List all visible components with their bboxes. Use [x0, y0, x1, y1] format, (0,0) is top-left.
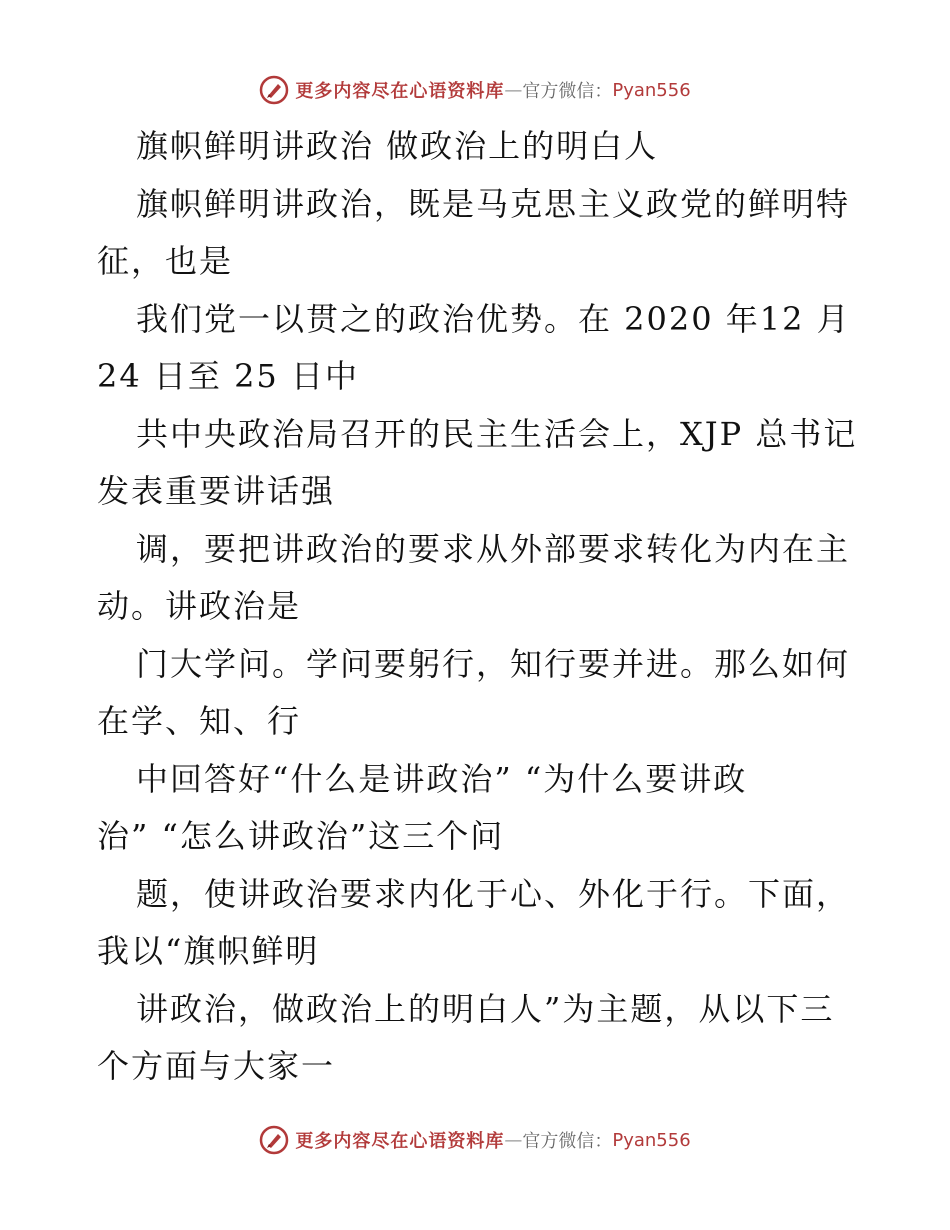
text-line: 题，使讲政治要求内化于心、外化于行。下面， — [136, 874, 851, 913]
pen-logo-icon — [259, 75, 289, 105]
text-line: 24 日至 25 日中 — [97, 357, 359, 395]
text-line: 发表重要讲话强 — [97, 472, 336, 510]
text-line: 门大学问。学问要躬行，知行要并进。那么如何 — [136, 644, 851, 683]
banner-wechat-label: 官方微信： — [522, 81, 613, 102]
text-line: 中回答好“什么是讲政治” “为什么要讲政 — [136, 759, 748, 798]
text-line: 共中央政治局召开的民主生活会上，XJP 总书记 — [136, 414, 858, 453]
banner-wechat-label: 官方微信： — [522, 1131, 613, 1152]
text-line: 讲政治，做政治上的明白人”为主题，从以下三 — [136, 989, 835, 1028]
text-line: 我们党一以贯之的政治优势。在 2020 年12 月 — [136, 299, 851, 338]
document-title: 旗帜鲜明讲政治 做政治上的明白人 — [136, 127, 659, 165]
text-line: 动。讲政治是 — [97, 587, 302, 625]
banner-separator: — — [504, 79, 523, 101]
banner-text: 更多内容尽在心语资料库 — [295, 1131, 505, 1152]
text-line: 在学、知、行 — [97, 702, 302, 740]
text-line: 治” “怎么讲政治”这三个问 — [97, 817, 505, 855]
banner-text: 更多内容尽在心语资料库 — [295, 81, 505, 102]
document-body — [97, 118, 857, 1096]
pen-logo-icon — [259, 1125, 289, 1155]
text-line: 我以“旗帜鲜明 — [97, 932, 320, 970]
text-line: 个方面与大家一 — [97, 1047, 336, 1085]
banner-separator: — — [504, 1129, 523, 1151]
text-line: 调，要把讲政治的要求从外部要求转化为内在主 — [136, 529, 851, 568]
text-line: 旗帜鲜明讲政治，既是马克思主义政党的鲜明特 — [136, 184, 851, 223]
header-banner — [0, 70, 950, 110]
footer-banner — [0, 1120, 950, 1160]
text-line: 征，也是 — [97, 242, 234, 280]
banner-wechat-id: Pyan556 — [612, 1129, 691, 1151]
banner-wechat-id: Pyan556 — [612, 79, 691, 101]
